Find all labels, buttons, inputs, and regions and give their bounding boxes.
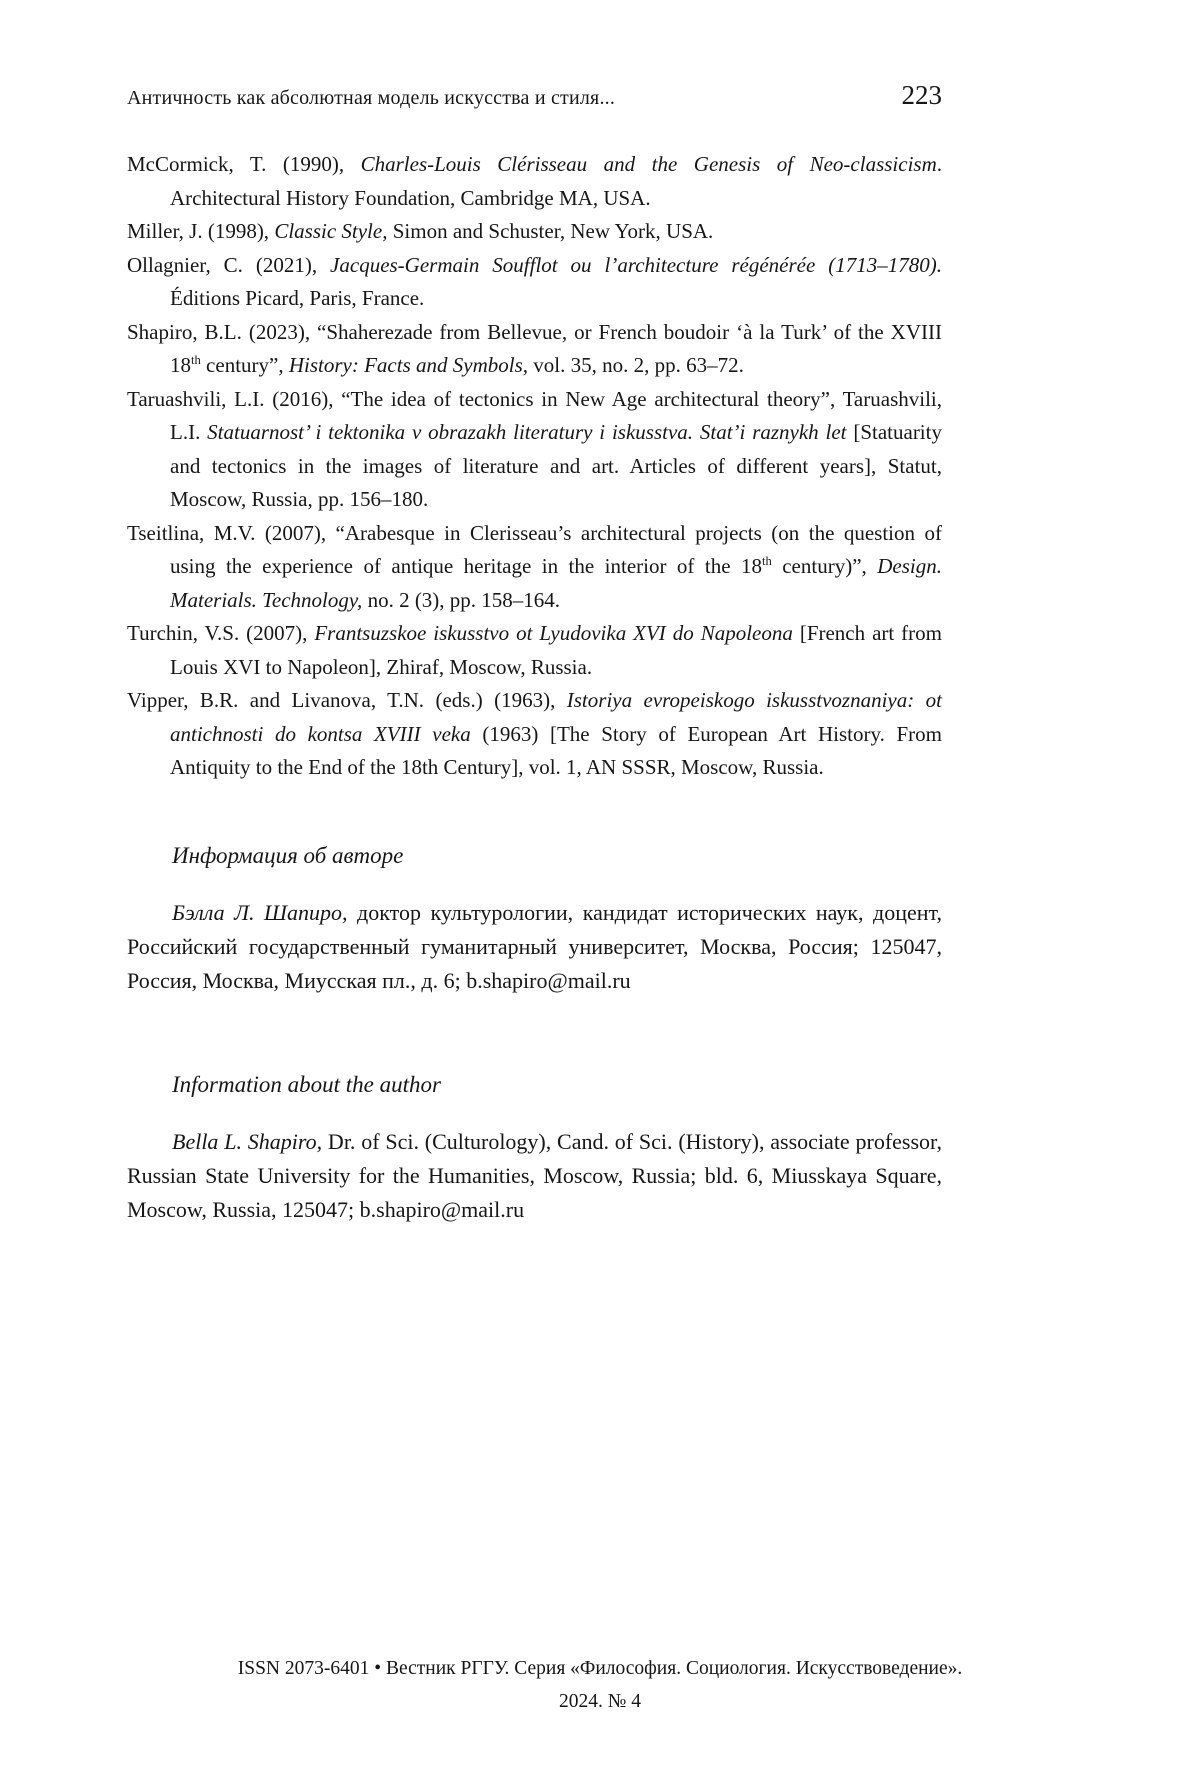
page-footer	[0, 1652, 1200, 1718]
reference-item: Taruashvili, L.I. (2016), “The idea of tectonics in New Age architectural theory”, Taruashvili, L.I. Statuarnost’ i tektonika v obrazakh literatury i iskusstva. Stat’i raznykh let [Statuarity and tectonics in the images of literature and art. Articles of different years], Statut, Moscow, Russia, pp. 156–180.	[127, 386, 942, 511]
reference-item: Turchin, V.S. (2007), Frantsuzskoe iskusstvo ot Lyudovika XVI do Napoleona [French art from Louis XVI to Napoleon], Zhiraf, Moscow, Russia.	[127, 621, 943, 679]
references-list	[127, 148, 942, 785]
footer-issue-line: 2024. № 4	[559, 1691, 641, 1712]
reference-item: Vipper, B.R. and Livanova, T.N. (eds.) (1963), Istoriya evropeiskogo iskusstvoznaniya: ot antichnosti do kontsa XVIII veka (1963) [The Story of European Art History. From Antiquity to the End of the 18th Century], vol. 1, AN SSSR, Moscow, Russia.	[127, 688, 942, 779]
reference-item: Miller, J. (1998), Classic Style, Simon and Schuster, New York, USA.	[127, 219, 714, 243]
section-heading-author-info-en: Information about the author	[172, 1071, 441, 1097]
section-heading-author-info-ru: Информация об авторе	[172, 842, 404, 868]
author-info-en-paragraph: Bella L. Shapiro, Dr. of Sci. (Culturology), Cand. of Sci. (History), associate professor, Russian State University for the Humanities, Moscow, Russia; bld. 6, Miusskaya Square, Moscow, Russia, 125047; b.shapiro@mail.ru	[127, 1128, 942, 1222]
author-info-ru-paragraph: Бэлла Л. Шапиро, доктор культурологии, кандидат исторических наук, доцент, Российский государственный гуманитарный университет, Москва, Россия; 125047, Россия, Москва, Миусская пл., д. 6; b.shapiro@mail.ru	[127, 899, 942, 993]
footer-issn-line: ISSN 2073-6401 • Вестник РГГУ. Серия «Философия. Социология. Искусствоведение».	[237, 1658, 963, 1679]
reference-item: Shapiro, B.L. (2023), “Shaherezade from Bellevue, or French boudoir ‘à la Turk’ of the XVIII 18th century”, History: Facts and Symbols, vol. 35, no. 2, pp. 63–72.	[127, 319, 942, 377]
running-head: Античность как абсолютная модель искусства и стиля...	[127, 87, 616, 109]
page-number: 223	[901, 80, 942, 110]
page-header	[127, 80, 942, 111]
reference-item: McCormick, T. (1990), Charles-Louis Clérisseau and the Genesis of Neo-classicism. Architectural History Foundation, Cambridge MA, USA.	[127, 152, 942, 210]
reference-item: Tseitlina, M.V. (2007), “Arabesque in Clerisseau’s architectural projects (on the question of using the experience of antique heritage in the interior of the 18th century)”, Design. Materials. Technology, no. 2 (3), pp. 158–164.	[127, 520, 942, 612]
reference-item: Ollagnier, C. (2021), Jacques-Germain Soufflot ou l’architecture régénérée (1713–1780). Éditions Picard, Paris, France.	[127, 252, 942, 310]
